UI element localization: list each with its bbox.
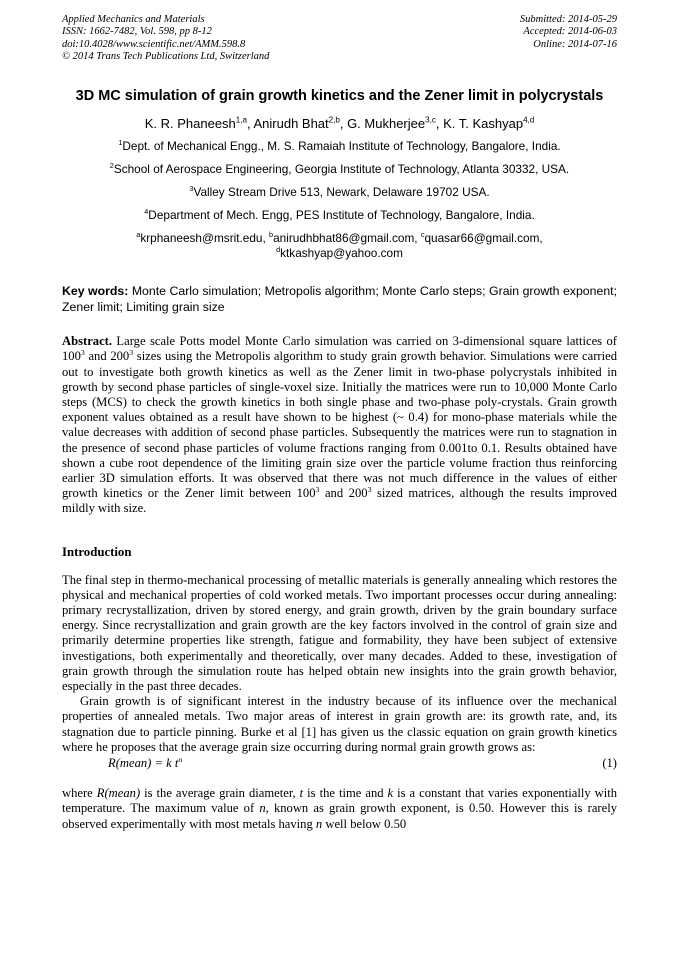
affiliation-1: $^1$Dept. of Mechanical Engg., M. S. Ramaiah Institute of Technology, Bangalore, India. <box>118 138 561 154</box>
submitted-date: Submitted: 2014-05-29 <box>519 14 617 25</box>
accepted-date: Accepted: 2014-06-03 <box>523 26 617 38</box>
equation-row <box>62 756 617 771</box>
authors-line: K. R. Phaneesh$^{1,a}$, Anirudh Bhat$^{2,b}$, G. Mukherjee$^{3,c}$, K. T. Kashyap$^{4,d}$ <box>144 115 535 131</box>
intro-paragraph-2: Grain growth is of significant interest in the industry because of its influence over the mechanical properties of annealed metals. Two major areas of interest in grain growth are: its growth rate, and, its stagnation due to particle pinning. Burke et al [1] has given us the classic equation on grain growth kinetics where he proposes that the average grain size occurring during normal grain growth grows as: <box>62 694 617 754</box>
section-heading-introduction: Introduction <box>62 544 132 559</box>
abstract-paragraph: Abstract. Large scale Potts model Monte Carlo simulation was carried on 3-dimensional square lattices of $100^3$ and $200^3$ sizes using the Metropolis algorithm to study grain growth behavior. Simulations were carried out to investigate both growth kinetics as well as the Zener limit in two-phase polycrystals inhibited in growth by second phase particles of single-voxel size. Initially the matrices were run to 10,000 Monte Carlo steps (MCS) to check the growth kinetics in both single phase and two-phase poly-crystals. Grain growth exponent values obtained as a result have shown to be highest (~ 0.4) for mono-phase materials while the value decreases with addition of second phase particles. Subsequently the matrices were run to stagnation in the presence of second phase particles of volume fractions ranging from 0.001to 0.1. Results obtained have shown a cube root dependence of the limiting grain size over the particle volume fraction thus reinforcing earlier 3D simulation efforts. It was observed that there was not much difference in the values of either growth kinetics or the Zener limit between $100^3$ and $200^3$ sized matrices, although the results improved mildly with size. <box>62 334 617 516</box>
copyright-line: © 2014 Trans Tech Publications Ltd, Switzerland <box>62 51 270 63</box>
journal-name: Applied Mechanics and Materials <box>62 14 205 25</box>
journal-header-left <box>62 14 269 64</box>
intro-paragraph-3: where R(mean) is the average grain diameter, t is the time and k is a constant that varies exponentially with temperature. The maximum value of n, known as grain growth exponent, is 0.50. However this is rarely observed experimentally with most metals having n well below 0.50 <box>62 786 618 831</box>
equation-text: R(mean) = k $t^n$ <box>108 754 183 770</box>
issn-volume-line: ISSN: 1662-7482, Vol. 598, pp 8-12 <box>62 26 212 38</box>
paper-title: 3D MC simulation of grain growth kinetics and the Zener limit in polycrystals <box>75 87 604 104</box>
affiliation-4: $^4$Department of Mech. Engg, PES Institute of Technology, Bangalore, India. <box>144 207 535 223</box>
equation-number: (1) <box>602 756 617 770</box>
affiliation-3: $^3$Valley Stream Drive 513, Newark, Delaware 19702 USA. <box>189 184 490 200</box>
intro-paragraph-1: The final step in thermo-mechanical processing of metallic materials is generally annealing which restores the physical and mechanical properties of cold worked metals. Two important processes occur during annealing: primary recrystallization, driven by stored energy, and grain growth, driven by the grain boundary surface energy. Since recrystallization and grain growth are the key factors involved in the control of grain size and primarily determine properties like strength, fatigue and formability, they have been subject of extensive investigations, both experimentally and theoretically, over many decades. Added to these, investigation of grain growth through the simulation route has helped obtain new insights into the grain growth behavior, especially in the past three decades. <box>62 572 617 693</box>
journal-header-right <box>520 14 617 64</box>
doi-line: doi:10.4028/www.scientific.net/AMM.598.8 <box>62 38 246 50</box>
online-date: Online: 2014-07-16 <box>533 38 617 50</box>
affiliation-2: $^2$School of Aerospace Engineering, Georgia Institute of Technology, Atlanta 30332, USA. <box>109 161 570 177</box>
author-emails: $^a$krphaneesh@msrit.edu, $^b$anirudhbhat86@gmail.com, $^c$quasar66@gmail.com, $^d$ktkashyap@yahoo.com <box>136 230 543 260</box>
keywords-paragraph: Key words: Monte Carlo simulation; Metropolis algorithm; Monte Carlo steps; Grain growth exponent; Zener limit; Limiting grain size <box>62 284 617 314</box>
journal-header <box>62 14 617 64</box>
